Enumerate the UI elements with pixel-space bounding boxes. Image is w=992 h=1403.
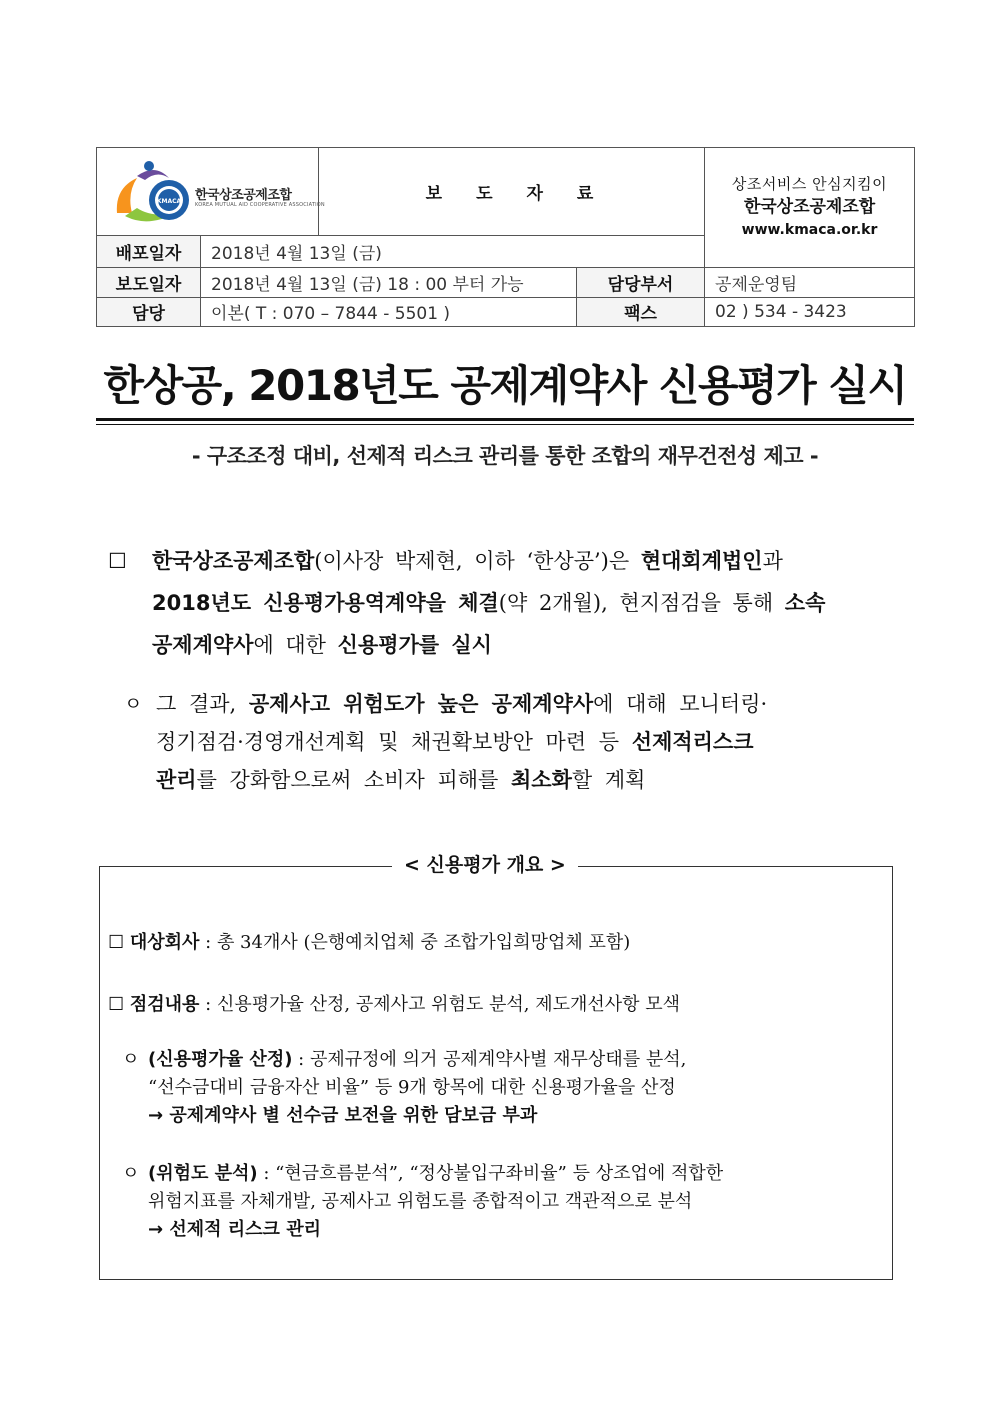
paragraph-line-2 — [108, 582, 908, 624]
org-url: www.kmaca.or.kr — [741, 221, 878, 238]
sub-label: (위험도 분석) — [148, 1163, 258, 1184]
fax-label: 팩스 — [577, 297, 705, 326]
credit-eval-bold: 신용평가를 실시 — [337, 633, 492, 657]
text-span: 를 강화함으로써 소비자 피해를 — [196, 768, 511, 792]
text-span: 과 — [762, 549, 783, 573]
sub-line-3 — [122, 1216, 723, 1244]
arrow-result-bold: → 공제계약사 별 선수금 보전을 위한 담보금 부과 — [148, 1105, 538, 1126]
paragraph-line-3 — [108, 624, 908, 666]
logo-name: 한국상조공제조합 — [195, 188, 292, 203]
sub-line-3 — [122, 1102, 686, 1130]
item-text: : 총 34개사 (은행예치업체 중 조합가입희망업체 포함) — [199, 932, 631, 953]
main-paragraph — [108, 540, 908, 666]
item-label: 대상회사 — [129, 932, 200, 953]
item-label: 점검내용 — [129, 994, 200, 1015]
management-bold: 관리 — [156, 768, 197, 792]
sub-line-1 — [122, 1046, 686, 1074]
text-span: 에 대한 — [253, 633, 338, 657]
sub-label: (신용평가율 산정) — [148, 1049, 293, 1070]
headline: 한상공, 2018년도 공제계약사 신용평가 실시 — [103, 361, 907, 410]
paragraph-line-1 — [120, 685, 910, 723]
distribution-date-value: 2018년 4월 13일 (금) — [201, 236, 705, 267]
headline-rule-thin — [96, 424, 914, 425]
overview-sub-credit-rate — [122, 1046, 686, 1130]
circle-bullet-icon: ㅇ — [122, 1049, 140, 1070]
text-span: 그 결과, — [156, 692, 249, 716]
checkbox-bullet-icon: ☐ — [108, 549, 127, 573]
org-slogan: 상조서비스 안심지킴이 — [731, 174, 888, 193]
text-span: : 공제규정에 의거 공제계약사별 재무상태를 분석, — [292, 1049, 687, 1070]
press-release-header — [96, 147, 915, 327]
org-name-bold: 한국상조공제조합 — [152, 549, 315, 573]
paragraph-line-1 — [108, 540, 908, 582]
sub-line-2: “선수금대비 금융자산 비율” 등 9개 항목에 대한 신용평가율을 산정 — [148, 1077, 676, 1098]
contract-bold: 2018년도 신용평가용역계약을 체결 — [152, 591, 499, 615]
text-span: 정기점검·경영개선계획 및 채권확보방안 마련 등 — [156, 730, 632, 754]
logo-subtitle: KOREA MUTUAL AID COOPERATIVE ASSOCIATION — [195, 202, 325, 208]
paragraph-line-3 — [120, 761, 910, 799]
text-span: 에 대해 모니터링· — [593, 692, 768, 716]
result-paragraph — [120, 685, 910, 799]
headline-rule-thick — [96, 418, 914, 421]
subtitle: - 구조조정 대비, 선제적 리스크 관리를 통한 조합의 재무건전성 제고 - — [191, 444, 819, 468]
contractor-bold: 공제계약사 — [152, 633, 254, 657]
overview-box-title: < 신용평가 개요 > — [392, 851, 578, 879]
contact-label: 담당 — [97, 297, 201, 326]
overview-item-contents — [108, 990, 680, 1016]
release-date-label: 보도일자 — [97, 267, 201, 297]
release-date-value: 2018년 4월 13일 (금) 18 : 00 부터 가능 — [201, 267, 577, 297]
preemptive-risk-bold: 선제적리스크 — [631, 730, 754, 754]
overview-sub-risk-analysis — [122, 1160, 723, 1244]
high-risk-bold: 공제사고 위험도가 높은 공제계약사 — [248, 692, 594, 716]
text-span: 할 계획 — [571, 768, 646, 792]
logo-cell — [97, 148, 325, 236]
paragraph-line-2 — [120, 723, 910, 761]
department-label: 담당부서 — [577, 267, 705, 297]
affiliation-bold: 소속 — [784, 591, 826, 615]
org-name: 한국상조공제조합 — [743, 196, 876, 217]
overview-item-targets — [108, 928, 630, 954]
organization-info — [705, 148, 915, 268]
distribution-date-label: 배포일자 — [97, 236, 201, 267]
text-span: (이사장 박제현, 이하 ‘한상공’)은 — [314, 549, 641, 573]
contact-value: 이본( T : 070 – 7844 - 5501 ) — [201, 297, 577, 326]
checkbox-bullet-icon: ☐ — [108, 932, 125, 953]
logo-badge-text: KMACA — [156, 198, 182, 205]
circle-bullet-icon: ㅇ — [124, 693, 143, 715]
accounting-firm-bold: 현대회계법인 — [640, 549, 763, 573]
document-title: 보도자료 — [319, 148, 705, 236]
text-span: : “현금흐름분석”, “정상불입구좌비율” 등 상조업에 적합한 — [257, 1163, 724, 1184]
circle-bullet-icon: ㅇ — [122, 1163, 140, 1184]
arrow-result-bold: → 선제적 리스크 관리 — [148, 1219, 321, 1240]
department-value: 공제운영팀 — [705, 267, 915, 297]
item-text: : 신용평가율 산정, 공제사고 위험도 분석, 제도개선사항 모색 — [199, 994, 681, 1015]
sub-line-2: 위험지표를 자체개발, 공제사고 위험도를 종합적이고 객관적으로 분석 — [148, 1191, 693, 1212]
fax-value: 02 ) 534 - 3423 — [705, 297, 915, 326]
checkbox-bullet-icon: ☐ — [108, 994, 125, 1015]
minimize-bold: 최소화 — [511, 768, 572, 792]
sub-line-1 — [122, 1160, 723, 1188]
text-span: (약 2개월), 현지점검을 통해 — [498, 591, 785, 615]
